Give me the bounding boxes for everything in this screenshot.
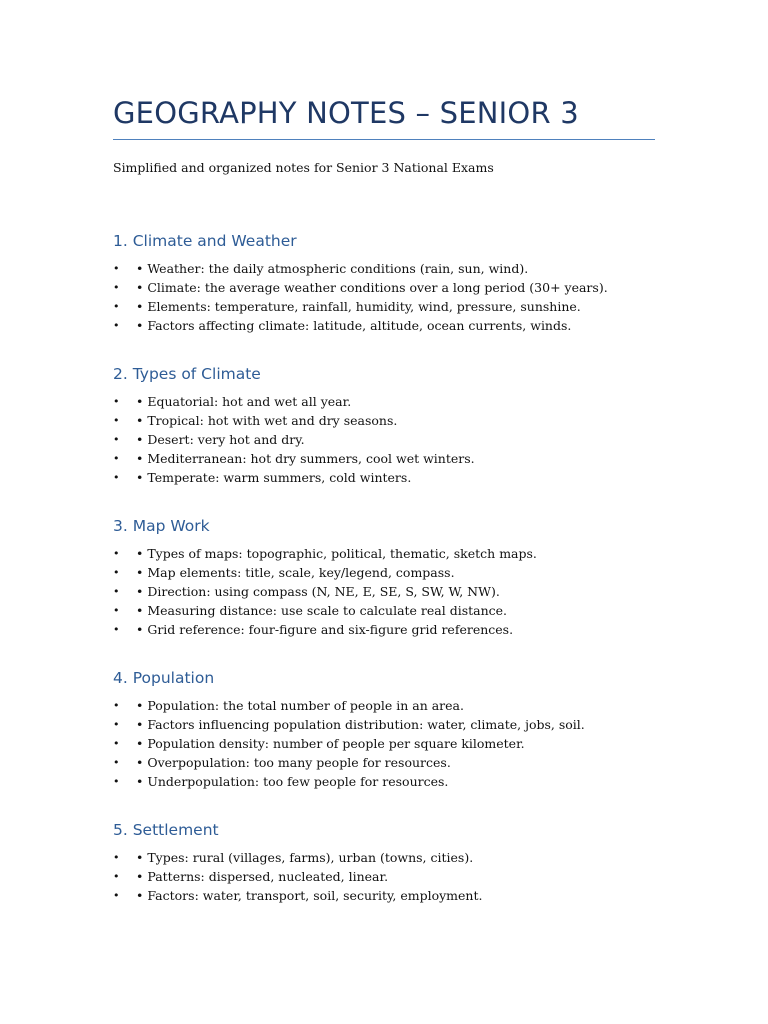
bullet-icon: • (113, 414, 120, 427)
list-item (113, 734, 673, 753)
bullet-icon: • (113, 737, 120, 750)
bullet-icon: • (113, 604, 120, 617)
list-item-text: • Elements: temperature, rainfall, humidity, wind, pressure, sunshine. (136, 299, 581, 314)
bullet-icon: • (113, 319, 120, 332)
list-item (113, 867, 673, 886)
bullet-icon: • (113, 699, 120, 712)
list-item (113, 620, 673, 639)
list-item (113, 848, 673, 867)
list-item-text: • Temperate: warm summers, cold winters. (136, 470, 412, 485)
section-types-of-climate (113, 362, 673, 487)
section-settlement (113, 818, 673, 905)
bullet-icon: • (113, 851, 120, 864)
bullet-icon: • (113, 756, 120, 769)
section-heading: 3. Map Work (113, 517, 210, 535)
list-item-text: • Grid reference: four-figure and six-figure grid references. (136, 622, 514, 637)
section-climate-and-weather (113, 229, 673, 335)
list-item-text: • Population: the total number of people in an area. (136, 698, 464, 713)
section-map-work (113, 514, 673, 639)
list-item-text: • Patterns: dispersed, nucleated, linear. (136, 869, 389, 884)
bullet-list (113, 696, 673, 791)
bullet-icon: • (113, 566, 120, 579)
bullet-icon: • (113, 395, 120, 408)
list-item (113, 449, 673, 468)
list-item (113, 259, 673, 278)
list-item-text: • Underpopulation: too few people for resources. (136, 774, 449, 789)
list-item-text: • Overpopulation: too many people for resources. (136, 755, 451, 770)
bullet-list (113, 392, 673, 487)
list-item (113, 411, 673, 430)
section-heading: 1. Climate and Weather (113, 232, 297, 250)
list-item-text: • Equatorial: hot and wet all year. (136, 394, 352, 409)
list-item (113, 297, 673, 316)
list-item-text: • Climate: the average weather conditions over a long period (30+ years). (136, 280, 608, 295)
list-item (113, 278, 673, 297)
list-item (113, 544, 673, 563)
title-underline (113, 139, 655, 140)
bullet-icon: • (113, 718, 120, 731)
document-subtitle: Simplified and organized notes for Senior 3 National Exams (113, 160, 494, 175)
bullet-icon: • (113, 471, 120, 484)
list-item-text: • Weather: the daily atmospheric conditions (rain, sun, wind). (136, 261, 529, 276)
list-item-text: • Population density: number of people per square kilometer. (136, 736, 525, 751)
list-item (113, 753, 673, 772)
list-item-text: • Desert: very hot and dry. (136, 432, 305, 447)
list-item (113, 392, 673, 411)
bullet-icon: • (113, 433, 120, 446)
bullet-list (113, 259, 673, 335)
bullet-icon: • (113, 623, 120, 636)
list-item-text: • Direction: using compass (N, NE, E, SE, S, SW, W, NW). (136, 584, 500, 599)
bullet-icon: • (113, 281, 120, 294)
list-item (113, 563, 673, 582)
bullet-icon: • (113, 870, 120, 883)
bullet-icon: • (113, 262, 120, 275)
list-item-text: • Types of maps: topographic, political, thematic, sketch maps. (136, 546, 537, 561)
bullet-list (113, 848, 673, 905)
section-population (113, 666, 673, 791)
list-item (113, 582, 673, 601)
list-item (113, 772, 673, 791)
bullet-icon: • (113, 775, 120, 788)
list-item (113, 886, 673, 905)
bullet-icon: • (113, 889, 120, 902)
section-heading: 2. Types of Climate (113, 365, 261, 383)
list-item-text: • Mediterranean: hot dry summers, cool wet winters. (136, 451, 475, 466)
list-item-text: • Measuring distance: use scale to calculate real distance. (136, 603, 508, 618)
list-item (113, 696, 673, 715)
list-item (113, 430, 673, 449)
bullet-list (113, 544, 673, 639)
bullet-icon: • (113, 585, 120, 598)
list-item (113, 468, 673, 487)
list-item-text: • Map elements: title, scale, key/legend, compass. (136, 565, 455, 580)
list-item-text: • Factors influencing population distribution: water, climate, jobs, soil. (136, 717, 585, 732)
list-item-text: • Tropical: hot with wet and dry seasons. (136, 413, 398, 428)
list-item (113, 316, 673, 335)
bullet-icon: • (113, 547, 120, 560)
bullet-icon: • (113, 300, 120, 313)
section-heading: 4. Population (113, 669, 215, 687)
list-item-text: • Types: rural (villages, farms), urban (towns, cities). (136, 850, 474, 865)
list-item-text: • Factors: water, transport, soil, security, employment. (136, 888, 483, 903)
bullet-icon: • (113, 452, 120, 465)
section-heading: 5. Settlement (113, 821, 219, 839)
document-title: GEOGRAPHY NOTES – SENIOR 3 (113, 96, 579, 130)
list-item (113, 601, 673, 620)
list-item-text: • Factors affecting climate: latitude, altitude, ocean currents, winds. (136, 318, 572, 333)
list-item (113, 715, 673, 734)
